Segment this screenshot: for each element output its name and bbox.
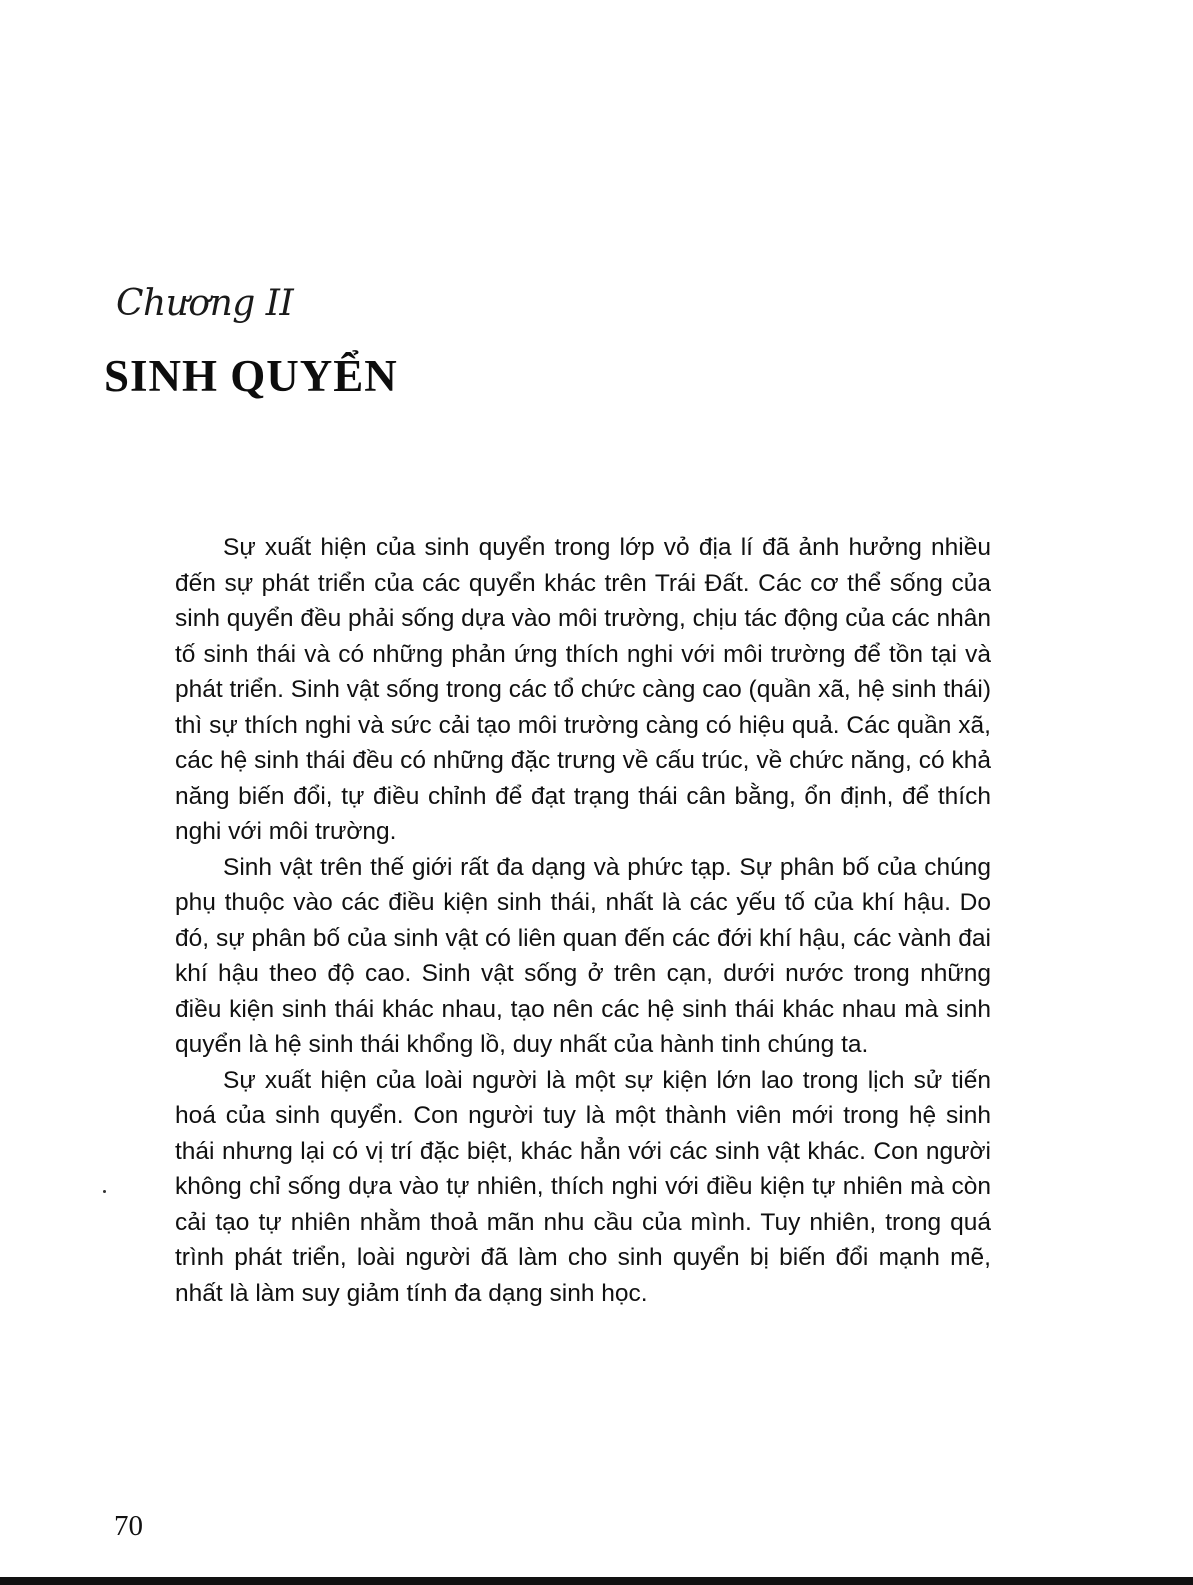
chapter-body (175, 530, 991, 1311)
scan-bottom-edge (0, 1577, 1193, 1585)
paragraph-1: Sự xuất hiện của sinh quyển trong lớp vỏ địa lí đã ảnh hưởng nhiều đến sự phát triển của các quyển khác trên Trái Đất. Các cơ thể sống của sinh quyển đều phải sống dựa vào môi trường, chịu tác động của các nhân tố sinh thái và có những phản ứng thích nghi với môi trường để tồn tại và phát triển. Sinh vật sống trong các tổ chức càng cao (quần xã, hệ sinh thái) thì sự thích nghi và sức cải tạo môi trường càng có hiệu quả. Các quần xã, các hệ sinh thái đều có những đặc trưng về cấu trúc, về chức năng, có khả năng biến đổi, tự điều chỉnh để đạt trạng thái cân bằng, ổn định, để thích nghi với môi trường. (175, 534, 991, 845)
page-number: 70 (114, 1510, 143, 1542)
paragraph-2: Sinh vật trên thế giới rất đa dạng và phức tạp. Sự phân bố của chúng phụ thuộc vào các điều kiện sinh thái, nhất là các yếu tố của khí hậu. Do đó, sự phân bố của sinh vật có liên quan đến các đới khí hậu, các vành đai khí hậu theo độ cao. Sinh vật sống ở trên cạn, dưới nước trong những điều kiện sinh thái khác nhau, tạo nên các hệ sinh thái khác nhau mà sinh quyển là hệ sinh thái khổng lồ, duy nhất của hành tinh chúng ta. (175, 853, 991, 1058)
scan-speck (103, 1190, 106, 1193)
chapter-label: Chương II (116, 283, 294, 324)
chapter-title: SINH QUYỂN (104, 351, 398, 401)
paragraph-3: Sự xuất hiện của loài người là một sự kiện lớn lao trong lịch sử tiến hoá của sinh quyển. Con người tuy là một thành viên mới trong hệ sinh thái nhưng lại có vị trí đặc biệt, khác hẳn với các sinh vật khác. Con người không chỉ sống dựa vào tự nhiên, thích nghi với điều kiện tự nhiên mà còn cải tạo tự nhiên nhằm thoả mãn nhu cầu của mình. Tuy nhiên, trong quá trình phát triển, loài người đã làm cho sinh quyển bị biến đổi mạnh mẽ, nhất là làm suy giảm tính đa dạng sinh học. (175, 1066, 991, 1307)
